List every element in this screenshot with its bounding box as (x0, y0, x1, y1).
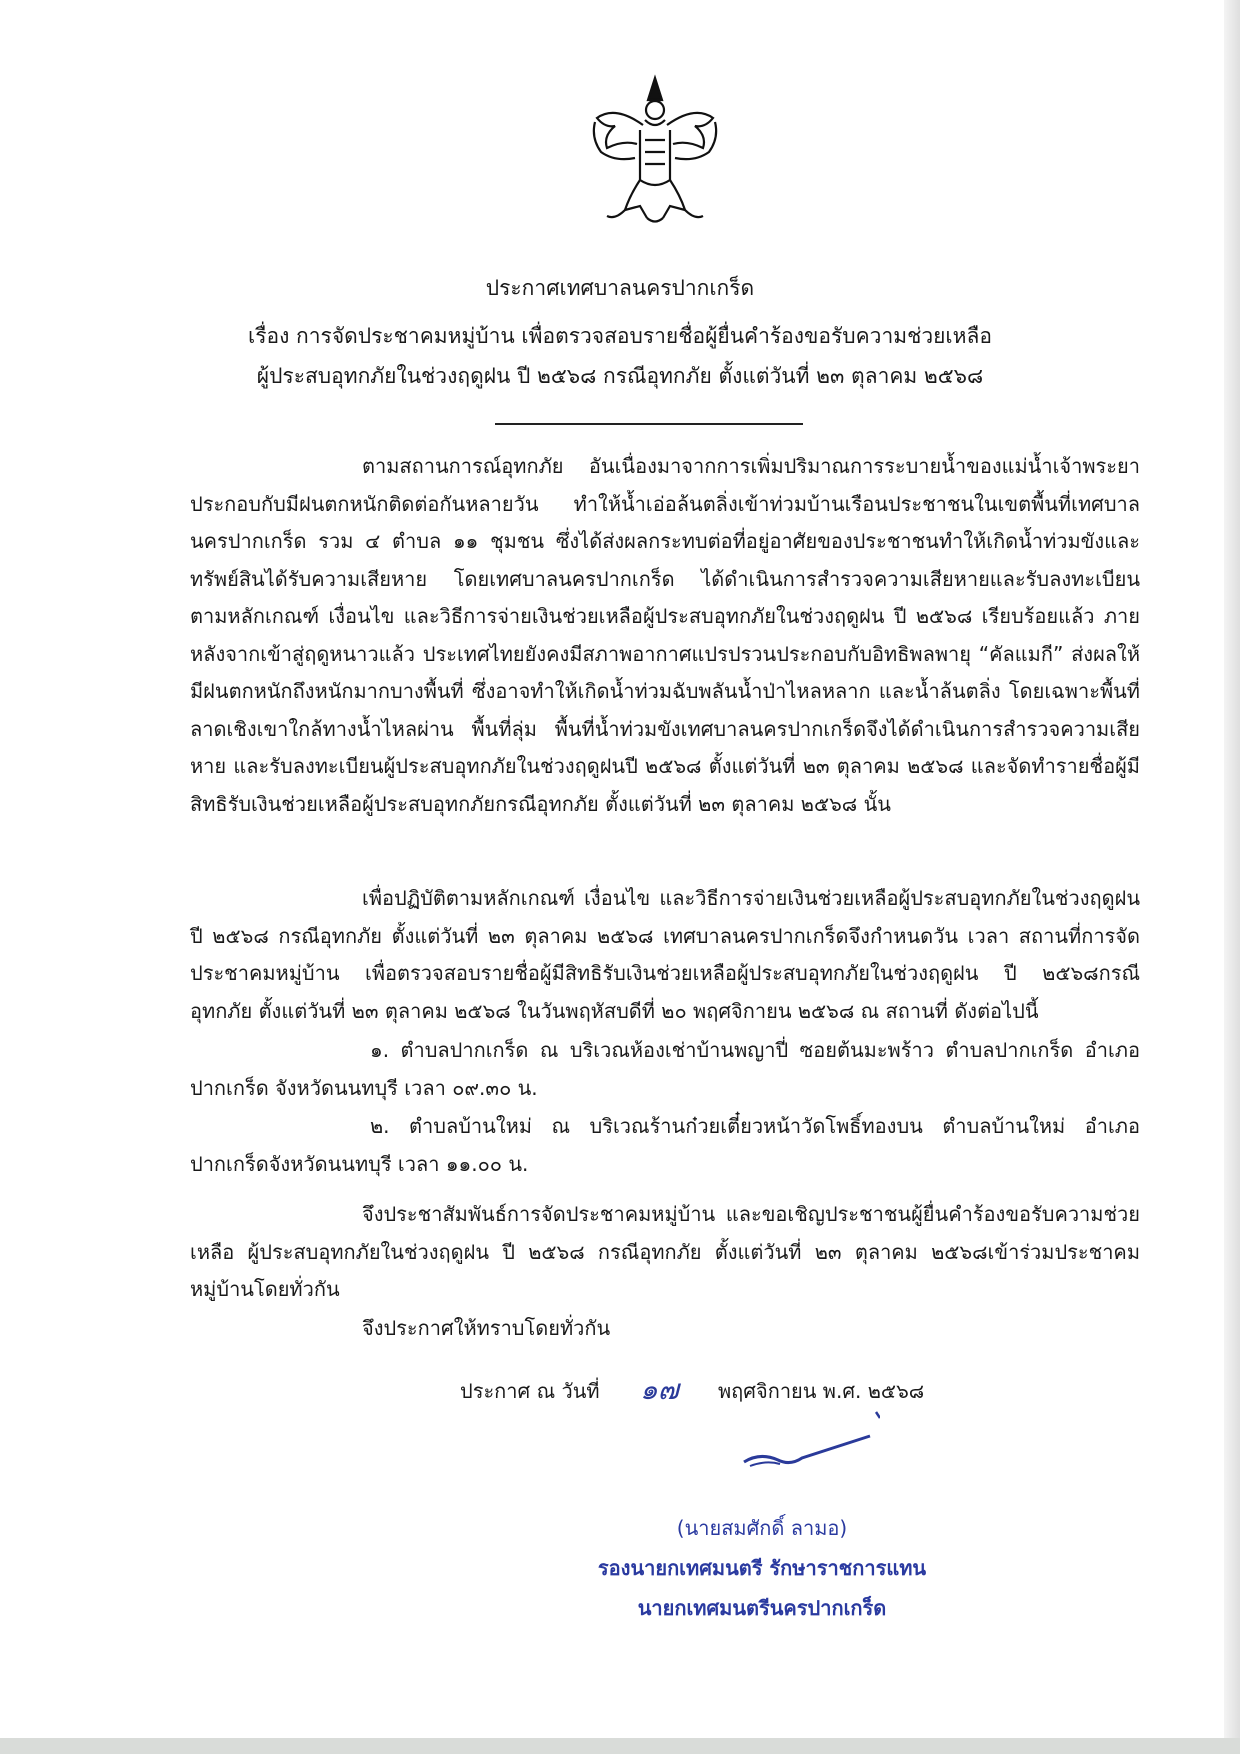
closing-statement: จึงประกาศให้ทราบโดยทั่วกัน (362, 1316, 611, 1340)
date-day-handwritten: ๑๗ (640, 1373, 679, 1406)
date-prefix: ประกาศ ณ วันที่ (460, 1379, 600, 1403)
signatory-name: (นายสมศักดิ์ ลามอ) (676, 1516, 848, 1540)
date-month-year: พฤศจิกายน พ.ศ. ๒๕๖๘ (718, 1379, 925, 1403)
signatory-position-2: นายกเทศมนตรีนครปากเกร็ด (637, 1596, 887, 1620)
location-item-2: ๒. ตำบลบ้านใหม่ ณ บริเวณร้านก๋วยเตี๋ยวหน้าวัดโพธิ์ทองบน ตำบลบ้านใหม่ อำเภอปากเกร็ดจังหวัดนนทบุรี เวลา ๑๑.๐๐ น. (190, 1114, 1140, 1176)
paragraph-invitation: จึงประชาสัมพันธ์การจัดประชาคมหมู่บ้าน และขอเชิญประชาชนผู้ยื่นคำร้องขอรับความช่วยเหลือ ผู้ประสบอุทกภัยในช่วงฤดูฝน ปี ๒๕๖๘ กรณีอุทกภัย ตั้งแต่วันที่ ๒๓ ตุลาคม ๒๕๖๘เข้าร่วมประชาคมหมู่บ้านโดยทั่วกัน (190, 1202, 1140, 1301)
header-divider (495, 423, 803, 425)
subject-line-1: เรื่อง การจัดประชาคมหมู่บ้าน เพื่อตรวจสอบรายชื่อผู้ยื่นคำร้องขอรับความช่วยเหลือ (248, 324, 992, 348)
issuer-title: ประกาศเทศบาลนครปากเกร็ด (485, 276, 755, 300)
garuda-emblem (585, 70, 725, 230)
paragraph-schedule: เพื่อปฏิบัติตามหลักเกณฑ์ เงื่อนไข และวิธีการจ่ายเงินช่วยเหลือผู้ประสบอุทกภัยในช่วงฤดูฝนปี ๒๕๖๘ กรณีอุทกภัย ตั้งแต่วันที่ ๒๓ ตุลาคม ๒๕๖๘ เทศบาลนครปากเกร็ดจึงกำหนดวัน เวลา สถานที่การจัดประชาคมหมู่บ้าน เพื่อตรวจสอบรายชื่อผู้มีสิทธิรับเงินช่วยเหลือผู้ประสบอุทกภัยในช่วงฤดูฝน ปี ๒๕๖๘กรณีอุทกภัย ตั้งแต่วันที่ ๒๓ ตุลาคม ๒๕๖๘ ในวันพฤหัสบดีที่ ๒๐ พฤศจิกายน ๒๕๖๘ ณ สถานที่ ดังต่อไปนี้ (190, 886, 1140, 1023)
handwritten-signature (720, 1400, 880, 1490)
subject-line-2: ผู้ประสบอุทกภัยในช่วงฤดูฝน ปี ๒๕๖๘ กรณีอุทกภัย ตั้งแต่วันที่ ๒๓ ตุลาคม ๒๕๖๘ (256, 364, 984, 388)
paragraph-situation: ตามสถานการณ์อุทกภัย อันเนื่องมาจากการเพิ่มปริมาณการระบายน้ำของแม่น้ำเจ้าพระยา ประกอบกับมีฝนตกหนักติดต่อกันหลายวัน ทำให้น้ำเอ่อล้นตลิ่งเข้าท่วมบ้านเรือนประชาชนในเขตพื้นที่เทศบาลนครปากเกร็ด รวม ๔ ตำบล ๑๑ ชุมชน ซึ่งได้ส่งผลกระทบต่อที่อยู่อาศัยของประชาชนทำให้เกิดน้ำท่วมขังและทรัพย์สินได้รับความเสียหาย โดยเทศบาลนครปากเกร็ด ได้ดำเนินการสำรวจความเสียหายและรับลงทะเบียน ตามหลักเกณฑ์ เงื่อนไข และวิธีการจ่ายเงินช่วยเหลือผู้ประสบอุทกภัยในช่วงฤดูฝน ปี ๒๕๖๘ เรียบร้อยแล้ว ภายหลังจากเข้าสู่ฤดูหนาวแล้ว ประเทศไทยยังคงมีสภาพอากาศแปรปรวนประกอบกับอิทธิพลพายุ “คัลแมกี” ส่งผลให้มีฝนตกหนักถึงหนักมากบางพื้นที่ ซึ่งอาจทำให้เกิดน้ำท่วมฉับพลันน้ำป่าไหลหลาก และน้ำล้นตลิ่ง โดยเฉพาะพื้นที่ลาดเชิงเขาใกล้ทางน้ำไหลผ่าน พื้นที่ลุ่ม พื้นที่น้ำท่วมขังเทศบาลนครปากเกร็ดจึงได้ดำเนินการสำรวจความเสียหาย และรับลงทะเบียนผู้ประสบอุทกภัยในช่วงฤดูฝนปี ๒๕๖๘ ตั้งแต่วันที่ ๒๓ ตุลาคม ๒๕๖๘ และจัดทำรายชื่อผู้มีสิทธิรับเงินช่วยเหลือผู้ประสบอุทกภัยกรณีอุทกภัย ตั้งแต่วันที่ ๒๓ ตุลาคม ๒๕๖๘ นั้น (190, 454, 1140, 816)
signatory-position-1: รองนายกเทศมนตรี รักษาราชการแทน (597, 1556, 927, 1580)
location-item-1: ๑. ตำบลปากเกร็ด ณ บริเวณห้องเช่าบ้านพญาปี่ ซอยต้นมะพร้าว ตำบลปากเกร็ด อำเภอปากเกร็ด จังหวัดนนทบุรี เวลา ๐๙.๓๐ น. (190, 1038, 1140, 1100)
scan-bottom-edge (0, 1738, 1240, 1754)
scan-edge (1224, 0, 1240, 1754)
